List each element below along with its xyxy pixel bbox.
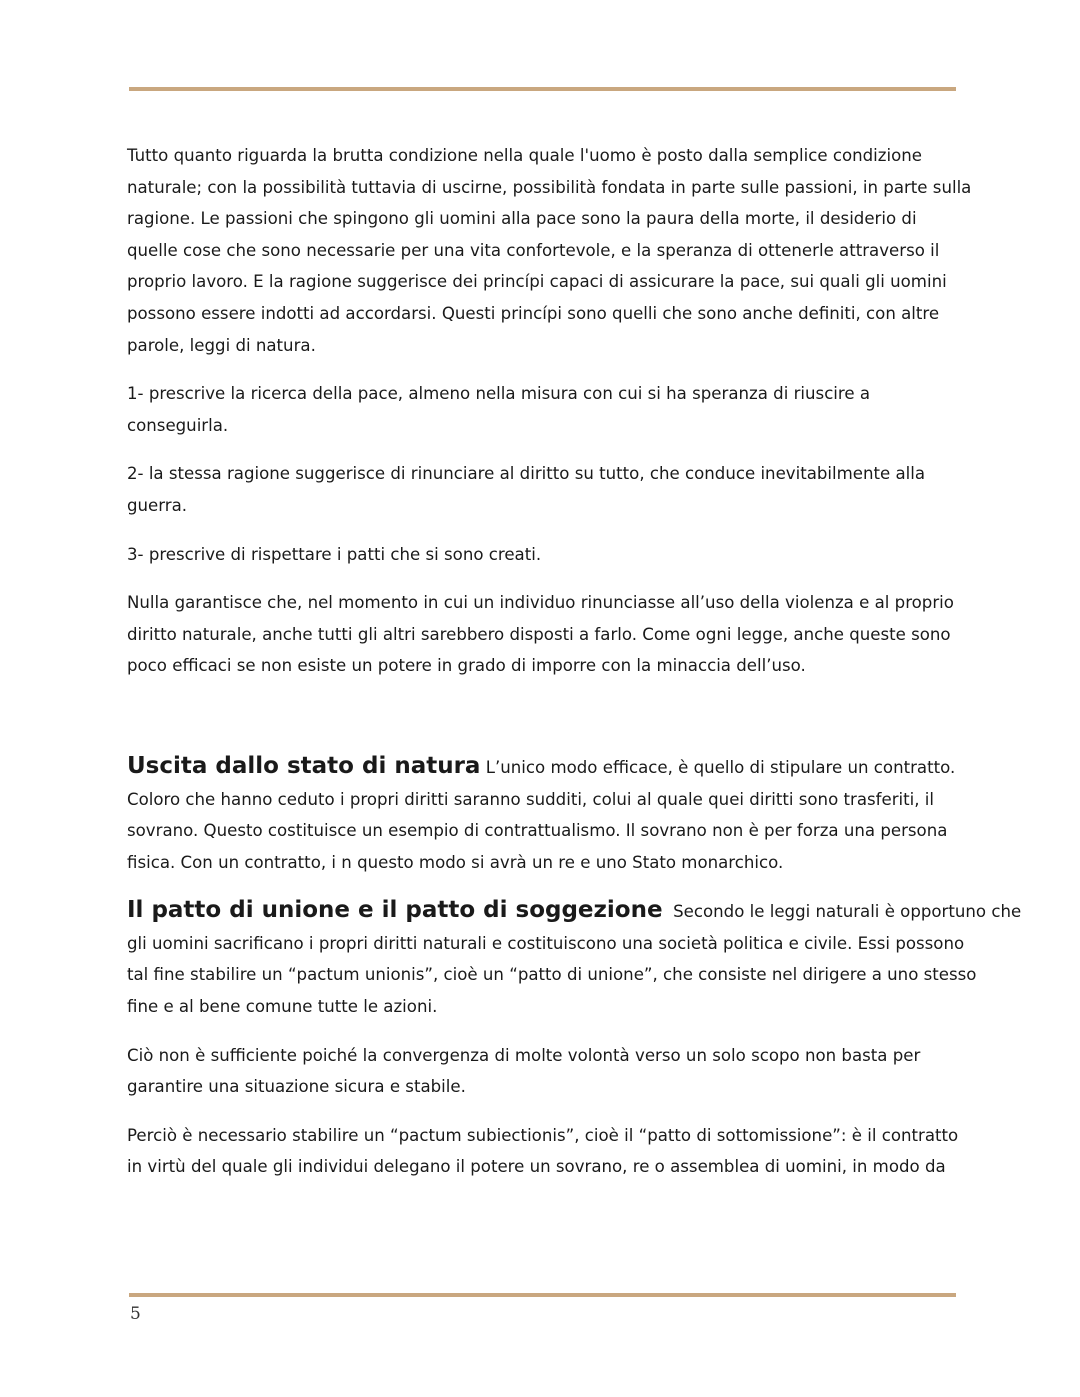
numbered-item-2 <box>127 458 967 521</box>
text-inline: Secondo le leggi naturali è opportuno che <box>662 902 1022 922</box>
text-line: Coloro che hanno ceduto i propri diritti saranno sudditi, colui al quale quei diritti sono trasferiti, il <box>127 789 935 809</box>
text-line: ragione. Le passioni che spingono gli uomini alla pace sono la paura della morte, il desiderio di <box>127 209 917 229</box>
text-line: fine e al bene comune tutte le azioni. <box>127 997 438 1017</box>
text-inline: L’unico modo efficace, è quello di stipulare un contratto. <box>480 757 956 777</box>
text-line: diritto naturale, anche tutti gli altri sarebbero disposti a farlo. Come ogni legge, anche queste sono <box>127 624 951 644</box>
section-uscita <box>127 751 967 878</box>
paragraph <box>127 587 967 682</box>
numbered-item-1 <box>127 378 967 441</box>
text-line: parole, leggi di natura. <box>127 335 316 355</box>
text-line: Ciò non è sufficiente poiché la convergenza di molte volontà verso un solo scopo non basta per <box>127 1045 921 1065</box>
text-line: Nulla garantisce che, nel momento in cui un individuo rinunciasse all’uso della violenza e al proprio <box>127 593 954 613</box>
header-rule <box>129 87 956 91</box>
paragraph <box>127 140 972 361</box>
text-line: in virtù del quale gli individui delegano il potere un sovrano, re o assemblea di uomini, in modo da <box>127 1157 946 1177</box>
text-line: sovrano. Questo costituisce un esempio di contrattualismo. Il sovrano non è per forza una persona <box>127 821 948 841</box>
text-line: gli uomini sacrificano i propri diritti naturali e costituiscono una società politica e civile. Essi possono <box>127 933 965 953</box>
text-line: tal fine stabilire un “pactum unionis”, cioè un “patto di unione”, che consiste nel dirigere a uno stesso <box>127 965 977 985</box>
text-line: 1- prescrive la ricerca della pace, almeno nella misura con cui si ha speranza di riuscire a <box>127 384 871 404</box>
section-gap <box>127 699 967 751</box>
section-first-line <box>127 751 967 784</box>
text-line: 3- prescrive di rispettare i patti che si sono creati. <box>127 544 542 564</box>
text-line: fisica. Con un contratto, i n questo modo si avrà un re e uno Stato monarchico. <box>127 852 784 872</box>
text-line: poco efficaci se non esiste un potere in grado di imporre con la minaccia dell’uso. <box>127 656 806 676</box>
section-first-line <box>127 895 1022 928</box>
text-line: guerra. <box>127 495 188 515</box>
section-heading-patto: Il patto di unione e il patto di soggezione <box>127 897 663 924</box>
paragraph <box>127 1040 967 1103</box>
text-line: Tutto quanto riguarda la brutta condizione nella quale l'uomo è posto dalla semplice condizione <box>127 146 922 165</box>
page-number: 5 <box>130 1304 141 1324</box>
text-line: proprio lavoro. E la ragione suggerisce dei princípi capaci di assicurare la pace, sui quali gli uomini <box>127 272 947 292</box>
numbered-item-3 <box>127 539 967 571</box>
paragraph <box>127 1120 967 1183</box>
text-line: Perciò è necessario stabilire un “pactum subiectionis”, cioè il “patto di sottomissione”: è il contratto <box>127 1125 959 1145</box>
page-content <box>127 140 1022 1200</box>
text-line: garantire una situazione sicura e stabile. <box>127 1077 466 1097</box>
section-heading-uscita: Uscita dallo stato di natura <box>127 752 481 779</box>
text-line: quelle cose che sono necessarie per una vita confortevole, e la speranza di ottenerle attraverso il <box>127 240 940 260</box>
footer-rule <box>129 1293 956 1297</box>
section-patto <box>127 895 1022 1022</box>
intro-paragraphs <box>127 140 972 682</box>
text-line: possono essere indotti ad accordarsi. Questi princípi sono quelli che sono anche definiti, con altre <box>127 303 940 323</box>
text-line: naturale; con la possibilità tuttavia di uscirne, possibilità fondata in parte sulle passioni, in parte sulla <box>127 177 972 197</box>
text-line: conseguirla. <box>127 415 229 435</box>
text-line: 2- la stessa ragione suggerisce di rinunciare al diritto su tutto, che conduce inevitabilmente alla <box>127 464 926 484</box>
